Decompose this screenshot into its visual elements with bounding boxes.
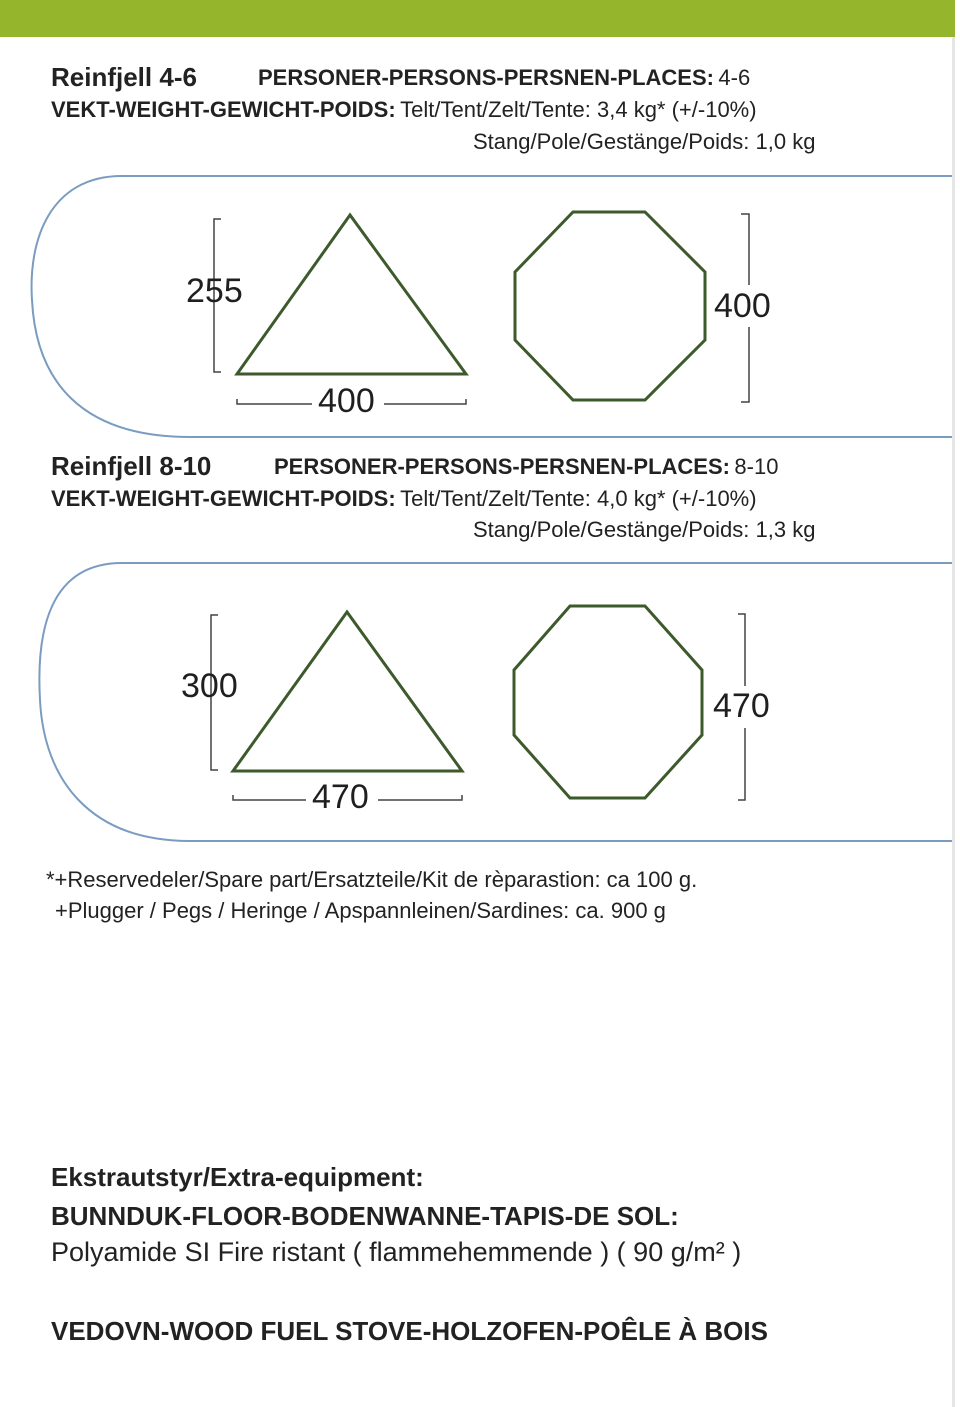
floor-material: Polyamide SI Fire ristant ( flammehemmende ) ( 90 g/m² ) [51, 1237, 742, 1267]
persons-value: 8-10 [734, 454, 779, 479]
tent-weight: Telt/Tent/Zelt/Tente: 4,0 kg* (+/-10%) [400, 486, 757, 511]
tent-weight: Telt/Tent/Zelt/Tente: 3,4 kg* (+/-10%) [400, 97, 757, 122]
weight-label: VEKT-WEIGHT-GEWICHT-POIDS: [51, 97, 396, 122]
model-2-octagon-diameter: 470 [713, 687, 770, 725]
model-1-octagon-diameter: 400 [714, 287, 771, 325]
wood-stove: VEDOVN-WOOD FUEL STOVE-HOLZOFEN-POÊLE À BOIS [51, 1316, 768, 1346]
model-1-floor-triangle [237, 215, 466, 374]
model-2-triangle-base: 470 [312, 778, 369, 816]
model-2-pole-weight: Stang/Pole/Gestänge/Poids: 1,3 kg [473, 517, 816, 542]
model-2-panel-outline [39, 563, 952, 841]
footnote-spare-parts: *+Reservedeler/Spare part/Ersatzteile/Kit de rèparastion: ca 100 g. [46, 867, 698, 892]
weight-label: VEKT-WEIGHT-GEWICHT-POIDS: [51, 486, 396, 511]
model-2-floor-octagon [514, 606, 702, 798]
model-1-floor-octagon [515, 212, 705, 400]
extras-heading: Ekstrautstyr/Extra-equipment: [51, 1162, 424, 1192]
model-1-panel-outline [32, 176, 952, 437]
floor-label: BUNNDUK-FLOOR-BODENWANNE-TAPIS-DE SOL: [51, 1201, 679, 1231]
model-1-triangle-height: 255 [186, 272, 243, 310]
footnote-pegs: +Plugger / Pegs / Heringe / Apspannleinen/Sardines: ca. 900 g [55, 898, 666, 923]
model-2-name: Reinfjell 8-10 [51, 451, 212, 481]
model-1-triangle-base: 400 [318, 382, 375, 420]
persons-label: PERSONER-PERSONS-PERSNEN-PLACES: [258, 65, 714, 90]
persons-value: 4-6 [718, 65, 751, 90]
model-2-floor-triangle [233, 612, 462, 771]
model-2-triangle-height: 300 [181, 667, 238, 705]
model-1-name: Reinfjell 4-6 [51, 62, 197, 92]
persons-label: PERSONER-PERSONS-PERSNEN-PLACES: [274, 454, 730, 479]
model-1-pole-weight: Stang/Pole/Gestänge/Poids: 1,0 kg [473, 129, 816, 154]
